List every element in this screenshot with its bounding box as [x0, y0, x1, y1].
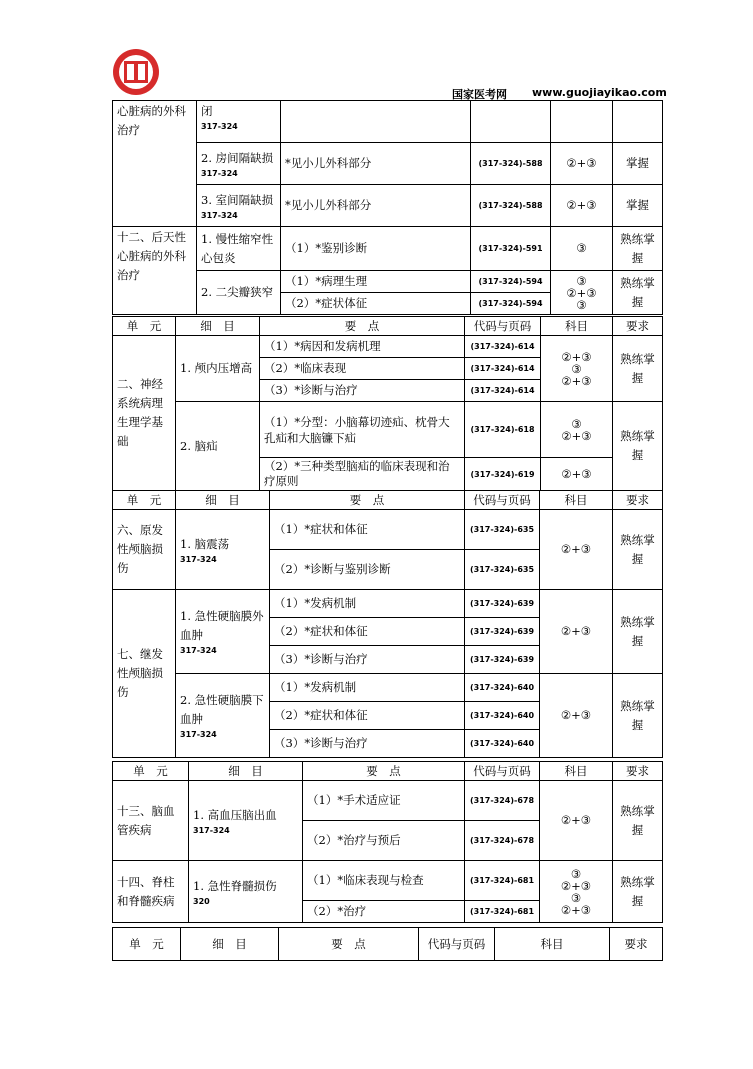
code-cell: (317-324)-640: [465, 730, 540, 758]
req-cell: 掌握: [613, 143, 663, 185]
table-cerebrovascular: [112, 761, 663, 923]
item-cell: 2. 急性硬脑膜下血肿 317-324: [176, 674, 270, 758]
point-cell: [281, 101, 471, 143]
req-cell: 熟练掌握: [613, 861, 663, 923]
point-cell: （2）*症状体征: [281, 293, 471, 315]
subject-cell: ③ ②+③ ③: [551, 271, 613, 315]
header-point: 要 点: [260, 317, 465, 336]
code-cell: (317-324)-614: [465, 380, 541, 402]
subject-cell: ②+③ ③ ②+③: [541, 336, 613, 402]
header-point: 要 点: [270, 491, 465, 510]
header-subject: 科目: [495, 928, 610, 961]
point-cell: （1）*病因和发病机理: [260, 336, 465, 358]
code-cell: (317-324)-588: [471, 185, 551, 227]
subject-cell: ②+③: [551, 185, 613, 227]
subject-cell: ②+③: [540, 590, 613, 674]
subject-cell: ③ ②+③: [541, 402, 613, 458]
req-cell: 熟练掌握: [613, 510, 663, 590]
point-cell: （1）*手术适应证: [303, 781, 465, 821]
subject-cell: [551, 101, 613, 143]
header-subject: 科目: [541, 317, 613, 336]
subject-cell: ②+③: [541, 458, 613, 491]
req-cell: 熟练掌握: [613, 590, 663, 674]
point-cell: （1）*鉴别诊断: [281, 227, 471, 271]
point-cell: （3）*诊断与治疗: [270, 646, 465, 674]
point-cell: （2）*症状和体征: [270, 702, 465, 730]
point-cell: （2）*临床表现: [260, 358, 465, 380]
point-cell: （2）*治疗与预后: [303, 821, 465, 861]
header-unit: 单 元: [113, 491, 176, 510]
code-cell: (317-324)-591: [471, 227, 551, 271]
header-unit: 单 元: [113, 762, 189, 781]
req-cell: 熟练掌握: [613, 781, 663, 861]
unit-cell: 十四、脊柱和脊髓疾病: [113, 861, 189, 923]
header-item: 细 目: [189, 762, 303, 781]
header-code: 代码与页码: [419, 928, 495, 961]
header-req: 要求: [613, 317, 663, 336]
unit-cell: 心脏病的外科治疗: [113, 101, 197, 227]
item-cell: 2. 脑疝: [176, 402, 260, 491]
table-cardiac: [112, 100, 663, 315]
point-cell: （3）*诊断与治疗: [270, 730, 465, 758]
logo-seal: [112, 48, 160, 96]
code-cell: (317-324)-614: [465, 358, 541, 380]
code-cell: (317-324)-639: [465, 618, 540, 646]
code-cell: (317-324)-635: [465, 550, 540, 590]
unit-cell: 十三、脑血管疾病: [113, 781, 189, 861]
header-req: 要求: [613, 762, 663, 781]
code-cell: (317-324)-594: [471, 293, 551, 315]
header-item: 细 目: [176, 491, 270, 510]
req-cell: [613, 101, 663, 143]
unit-cell: 二、神经系统病理生理学基础: [113, 336, 176, 491]
subject-cell: ②+③: [540, 510, 613, 590]
unit-cell: 六、原发性颅脑损伤: [113, 510, 176, 590]
point-cell: （1）*临床表现与检查: [303, 861, 465, 901]
code-cell: (317-324)-635: [465, 510, 540, 550]
header-subject: 科目: [540, 762, 613, 781]
item-cell: 2. 房间隔缺损 317-324: [197, 143, 281, 185]
header-item: 细 目: [181, 928, 279, 961]
point-cell: （2）*诊断与鉴别诊断: [270, 550, 465, 590]
point-cell: （1）*分型：小脑幕切迹疝、枕骨大孔疝和大脑镰下疝: [260, 402, 465, 458]
table-head-injury: [112, 490, 663, 758]
code-cell: (317-324)-594: [471, 271, 551, 293]
point-cell: （3）*诊断与治疗: [260, 380, 465, 402]
header-unit: 单 元: [113, 317, 176, 336]
unit-cell: 十二、后天性心脏病的外科治疗: [113, 227, 197, 315]
req-cell: 熟练掌握: [613, 336, 663, 402]
subject-cell: ②+③: [540, 781, 613, 861]
code-cell: (317-324)-640: [465, 702, 540, 730]
item-cell: 3. 室间隔缺损 317-324: [197, 185, 281, 227]
req-cell: 熟练掌握: [613, 227, 663, 271]
code-cell: (317-324)-618: [465, 402, 541, 458]
code-cell: (317-324)-681: [465, 901, 540, 923]
point-cell: *见小儿外科部分: [281, 185, 471, 227]
code-cell: (317-324)-588: [471, 143, 551, 185]
header-code: 代码与页码: [465, 317, 541, 336]
code-cell: (317-324)-614: [465, 336, 541, 358]
req-cell: 掌握: [613, 185, 663, 227]
header-code: 代码与页码: [465, 491, 540, 510]
header-req: 要求: [610, 928, 663, 961]
req-cell: 熟练掌握: [613, 402, 663, 491]
code-cell: (317-324)-619: [465, 458, 541, 491]
item-cell: 1. 慢性缩窄性心包炎: [197, 227, 281, 271]
header-item: 细 目: [176, 317, 260, 336]
code-cell: (317-324)-681: [465, 861, 540, 901]
item-cell: 2. 二尖瓣狭窄: [197, 271, 281, 315]
point-cell: （1）*发病机制: [270, 590, 465, 618]
subject-cell: ③: [551, 227, 613, 271]
subject-cell: ③ ②+③ ③ ②+③: [540, 861, 613, 923]
point-cell: （1）*发病机制: [270, 674, 465, 702]
point-cell: （1）*病理生理: [281, 271, 471, 293]
site-url: www.guojiayikao.com: [532, 86, 667, 99]
code-cell: (317-324)-639: [465, 646, 540, 674]
point-cell: （2）*症状和体征: [270, 618, 465, 646]
point-cell: （2）*治疗: [303, 901, 465, 923]
code-cell: (317-324)-639: [465, 590, 540, 618]
site-name: 国家医考网: [452, 88, 507, 101]
subject-cell: ②+③: [551, 143, 613, 185]
header-unit: 单 元: [113, 928, 181, 961]
header-point: 要 点: [279, 928, 419, 961]
item-cell: 1. 颅内压增高: [176, 336, 260, 402]
code-cell: (317-324)-678: [465, 781, 540, 821]
item-cell: 1. 脑震荡 317-324: [176, 510, 270, 590]
item-cell: 闭 317-324: [197, 101, 281, 143]
subject-cell: ②+③: [540, 674, 613, 758]
header-point: 要 点: [303, 762, 465, 781]
header-subject: 科目: [540, 491, 613, 510]
point-cell: *见小儿外科部分: [281, 143, 471, 185]
item-cell: 1. 急性脊髓损伤 320: [189, 861, 303, 923]
req-cell: 熟练掌握: [613, 271, 663, 315]
unit-cell: 七、继发性颅脑损伤: [113, 590, 176, 758]
code-cell: (317-324)-678: [465, 821, 540, 861]
header-req: 要求: [613, 491, 663, 510]
point-cell: （1）*症状和体征: [270, 510, 465, 550]
req-cell: 熟练掌握: [613, 674, 663, 758]
item-cell: 1. 急性硬脑膜外血肿 317-324: [176, 590, 270, 674]
table-footer-header: [112, 927, 663, 961]
header-code: 代码与页码: [465, 762, 540, 781]
point-cell: （2）*三种类型脑疝的临床表现和治疗原则: [260, 458, 465, 491]
code-cell: (317-324)-640: [465, 674, 540, 702]
code-cell: [471, 101, 551, 143]
item-cell: 1. 高血压脑出血 317-324: [189, 781, 303, 861]
table-neuro-basics: [112, 316, 663, 491]
